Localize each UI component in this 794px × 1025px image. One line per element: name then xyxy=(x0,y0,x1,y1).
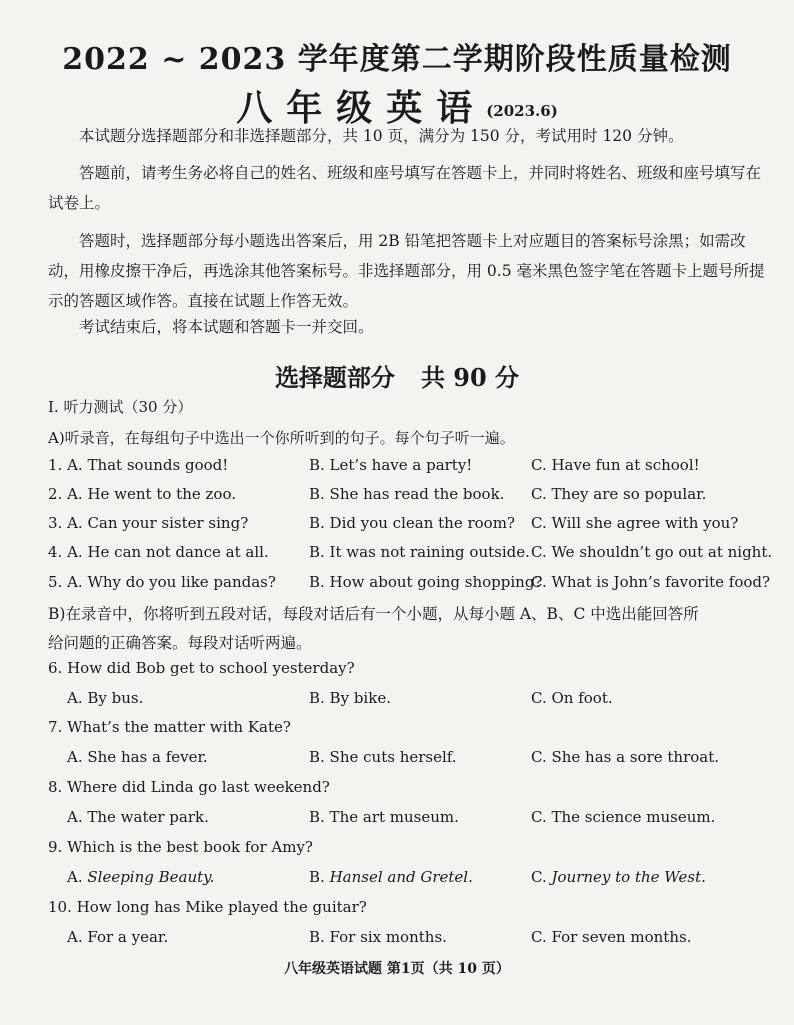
q1-option-c: C. Have fun at school! xyxy=(531,456,700,474)
q9-option-a-title: Sleeping Beauty. xyxy=(87,868,215,886)
q5-option-b: B. How about going shopping? xyxy=(309,573,543,591)
partB-instruction-2: 给问题的正确答案。每段对话听两遍。 xyxy=(48,634,312,652)
q4-option-b: B. It was not raining outside. xyxy=(309,543,530,561)
exam-date: (2023.6) xyxy=(486,102,558,120)
q9-option-b-title: Hansel and Gretel. xyxy=(329,868,473,886)
q9-question: 9. Which is the best book for Amy? xyxy=(48,838,313,856)
q8-option-b: B. The art museum. xyxy=(309,808,459,826)
q3-option-c: C. Will she agree with you? xyxy=(531,514,739,532)
q9-option-c-letter: C. xyxy=(531,868,552,886)
partB-instruction-1: B)在录音中，你将听到五段对话，每段对话后有一个小题，从每小题 A、B、C 中选出能回答所 xyxy=(48,605,699,623)
q9-option-b-letter: B. xyxy=(309,868,330,886)
q10-option-b: B. For six months. xyxy=(309,928,447,946)
partA-instruction: A)听录音，在每组句子中选出一个你所听到的句子。每个句子听一遍。 xyxy=(48,429,515,447)
exam-subject: 八年级英语 xyxy=(236,87,487,129)
q7-option-a: A. She has a fever. xyxy=(67,748,208,766)
q7-option-c: C. She has a sore throat. xyxy=(531,748,720,766)
q10-question: 10. How long has Mike played the guitar? xyxy=(48,898,367,916)
q8-option-c: C. The science museum. xyxy=(531,808,716,826)
q2-option-b: B. She has read the book. xyxy=(309,485,505,503)
q9-option-a xyxy=(67,868,214,886)
section-score: 共 90 分 xyxy=(420,363,520,392)
instruction-2: 答题前，请考生务必将自己的姓名、班级和座号填写在答题卡上，并同时将姓名、班级和座号填写在试卷上。 xyxy=(48,164,762,212)
section-name: 选择题部分 xyxy=(274,363,395,392)
section-title xyxy=(0,358,794,393)
q9-option-a-letter: A. xyxy=(67,868,88,886)
q9-option-c xyxy=(531,868,706,886)
q10-option-c: C. For seven months. xyxy=(531,928,692,946)
q6-option-c: C. On foot. xyxy=(531,689,613,707)
q3-option-b: B. Did you clean the room? xyxy=(309,514,515,532)
q4-option-c: C. We shouldn’t go out at night. xyxy=(531,543,773,561)
q1-option-b: B. Let’s have a party! xyxy=(309,456,473,474)
q8-option-a: A. The water park. xyxy=(67,808,209,826)
q6-option-a: A. By bus. xyxy=(67,689,144,707)
q9-option-b xyxy=(309,868,473,886)
instruction-3: 答题时，选择题部分每小题选出答案后，用 2B 铅笔把答题卡上对应题目的答案标号涂黑；如需改动，用橡皮擦干净后，再选涂其他答案标号。非选择题部分，用 0.5 毫米黑色签字笔在答题卡上题号所提示的答题区域作答。直接在试题上作答无效。 xyxy=(48,232,765,310)
instruction-1: 本试题分选择题部分和非选择题部分，共 10 页，满分为 150 分，考试用时 120 分钟。 xyxy=(79,127,684,145)
q8-question: 8. Where did Linda go last weekend? xyxy=(48,778,330,796)
q4-option-a: 4. A. He can not dance at all. xyxy=(48,543,269,561)
q6-question: 6. How did Bob get to school yesterday? xyxy=(48,659,355,677)
q2-option-c: C. They are so popular. xyxy=(531,485,707,503)
q7-question: 7. What’s the matter with Kate? xyxy=(48,718,291,736)
q9-option-c-title: Journey to the West. xyxy=(551,868,706,886)
part1-title: I. 听力测试（30 分） xyxy=(48,398,193,416)
instruction-4: 考试结束后，将本试题和答题卡一并交回。 xyxy=(79,318,374,336)
q1-option-a: 1. A. That sounds good! xyxy=(48,456,229,474)
exam-title: 2022 ~ 2023 学年度第二学期阶段性质量检测 xyxy=(62,42,732,77)
q5-option-a: 5. A. Why do you like pandas? xyxy=(48,573,276,591)
q6-option-b: B. By bike. xyxy=(309,689,391,707)
q10-option-a: A. For a year. xyxy=(67,928,169,946)
page-footer: 八年级英语试题 第1页（共 10 页） xyxy=(284,961,510,977)
q2-option-a: 2. A. He went to the zoo. xyxy=(48,485,236,503)
q5-option-c: C. What is John’s favorite food? xyxy=(531,573,771,591)
q7-option-b: B. She cuts herself. xyxy=(309,748,457,766)
q3-option-a: 3. A. Can your sister sing? xyxy=(48,514,249,532)
